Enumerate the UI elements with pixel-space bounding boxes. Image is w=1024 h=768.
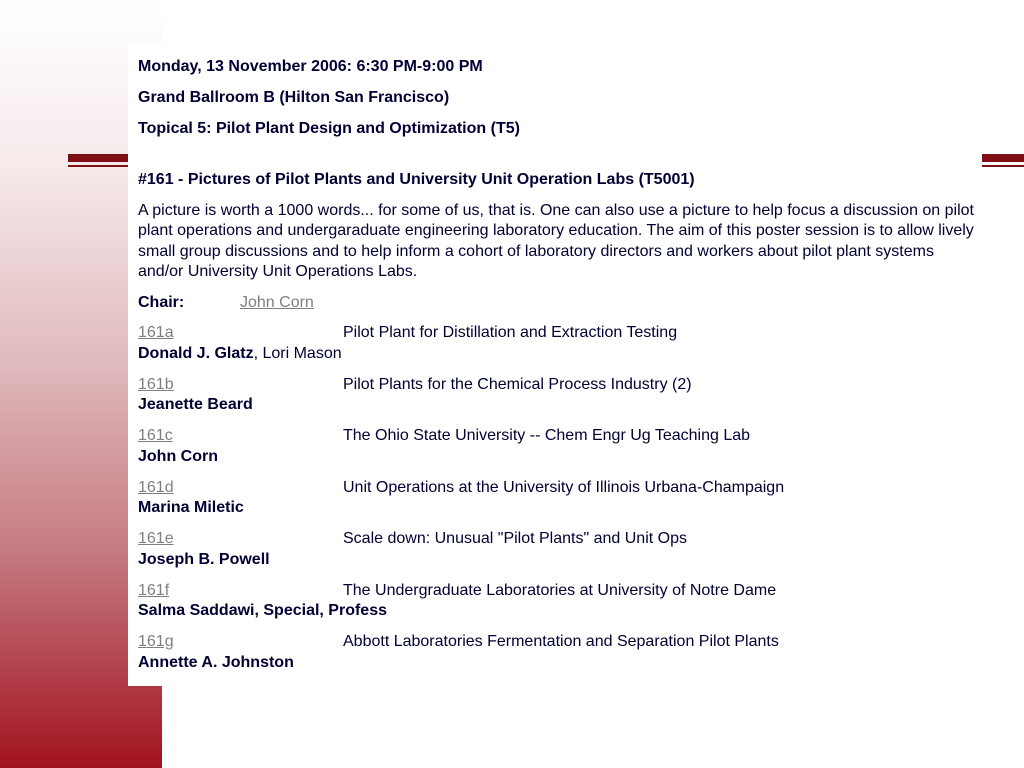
paper-coauthors: , Lori Mason — [253, 344, 342, 362]
paper-line — [138, 581, 974, 602]
paper-id-link[interactable]: 161c — [138, 427, 173, 444]
session-title: #161 - Pictures of Pilot Plants and University Unit Operation Labs (T5001) — [138, 170, 695, 188]
paper-id-link[interactable]: 161a — [138, 324, 174, 341]
paper-entry — [138, 581, 974, 622]
paper-line — [138, 478, 974, 499]
paper-list — [138, 323, 974, 673]
chair-label: Chair: — [138, 293, 185, 311]
paper-presenter: Donald J. Glatz — [138, 344, 254, 362]
paper-presenter: Joseph B. Powell — [138, 550, 270, 568]
accent-bar-thick — [68, 154, 132, 162]
session-content — [138, 57, 974, 684]
paper-id-cell — [138, 478, 343, 499]
content-panel — [128, 44, 982, 686]
paper-line — [138, 529, 974, 550]
paper-entry — [138, 426, 974, 467]
paper-id-link[interactable]: 161b — [138, 375, 174, 393]
paper-id-link[interactable]: 161d — [138, 478, 174, 496]
left-accent-band — [68, 154, 132, 167]
paper-line — [138, 632, 974, 653]
paper-line — [138, 426, 974, 447]
paper-id-cell — [138, 632, 343, 653]
accent-bar-thin — [982, 165, 1024, 167]
paper-title: Pilot Plant for Distillation and Extraction Testing — [343, 324, 678, 341]
session-abstract: A picture is worth a 1000 words... for some of us, that is. One can also use a picture to help focus a discussion on pilot plant operations and undergaraduate engineering laboratory education. The aim of this poster session is to allow lively small group discussions and to help inform a cohort of laboratory directors and workers about pilot plant systems and/or University Unit Operations Labs. — [138, 201, 974, 280]
paper-id-link[interactable]: 161e — [138, 530, 174, 547]
paper-id-cell — [138, 529, 343, 550]
paper-id-link[interactable]: 161f — [138, 581, 170, 599]
session-location: Grand Ballroom B (Hilton San Francisco) — [138, 89, 450, 106]
accent-bar-thin — [68, 165, 132, 167]
paper-authors — [138, 395, 974, 416]
paper-entry — [138, 478, 974, 519]
paper-authors — [138, 653, 974, 674]
chair-row — [138, 293, 974, 314]
paper-presenter: Jeanette Beard — [138, 396, 253, 413]
paper-title: Pilot Plants for the Chemical Process Industry (2) — [343, 375, 692, 393]
paper-entry — [138, 632, 974, 673]
paper-title: The Undergraduate Laboratories at University of Notre Dame — [343, 581, 777, 599]
paper-line — [138, 375, 974, 396]
right-accent-band — [982, 154, 1024, 167]
paper-authors — [138, 550, 974, 571]
paper-authors — [138, 601, 974, 622]
paper-id-link[interactable]: 161g — [138, 633, 174, 650]
paper-authors — [138, 344, 974, 365]
paper-title: The Ohio State University -- Chem Engr Ug Teaching Lab — [343, 427, 751, 444]
paper-line — [138, 323, 974, 344]
paper-entry — [138, 529, 974, 570]
paper-entry — [138, 375, 974, 416]
paper-id-cell — [138, 323, 343, 344]
chair-name-link[interactable]: John Corn — [240, 293, 314, 311]
paper-authors — [138, 447, 974, 468]
paper-presenter: Salma Saddawi, Special, Profess — [138, 602, 387, 619]
session-topical: Topical 5: Pilot Plant Design and Optimization (T5) — [138, 120, 520, 137]
paper-id-cell — [138, 426, 343, 447]
paper-title: Abbott Laboratories Fermentation and Separation Pilot Plants — [343, 633, 779, 650]
paper-id-cell — [138, 375, 343, 396]
paper-title: Unit Operations at the University of Illinois Urbana-Champaign — [343, 478, 785, 496]
accent-bar-thick — [982, 154, 1024, 162]
paper-authors — [138, 498, 974, 519]
paper-id-cell — [138, 581, 343, 602]
paper-title: Scale down: Unusual "Pilot Plants" and Unit Ops — [343, 530, 687, 547]
paper-presenter: John Corn — [138, 447, 218, 465]
session-date-time: Monday, 13 November 2006: 6:30 PM-9:00 PM — [138, 58, 483, 75]
paper-presenter: Annette A. Johnston — [138, 653, 294, 671]
paper-entry — [138, 323, 974, 364]
paper-presenter: Marina Miletic — [138, 499, 244, 516]
